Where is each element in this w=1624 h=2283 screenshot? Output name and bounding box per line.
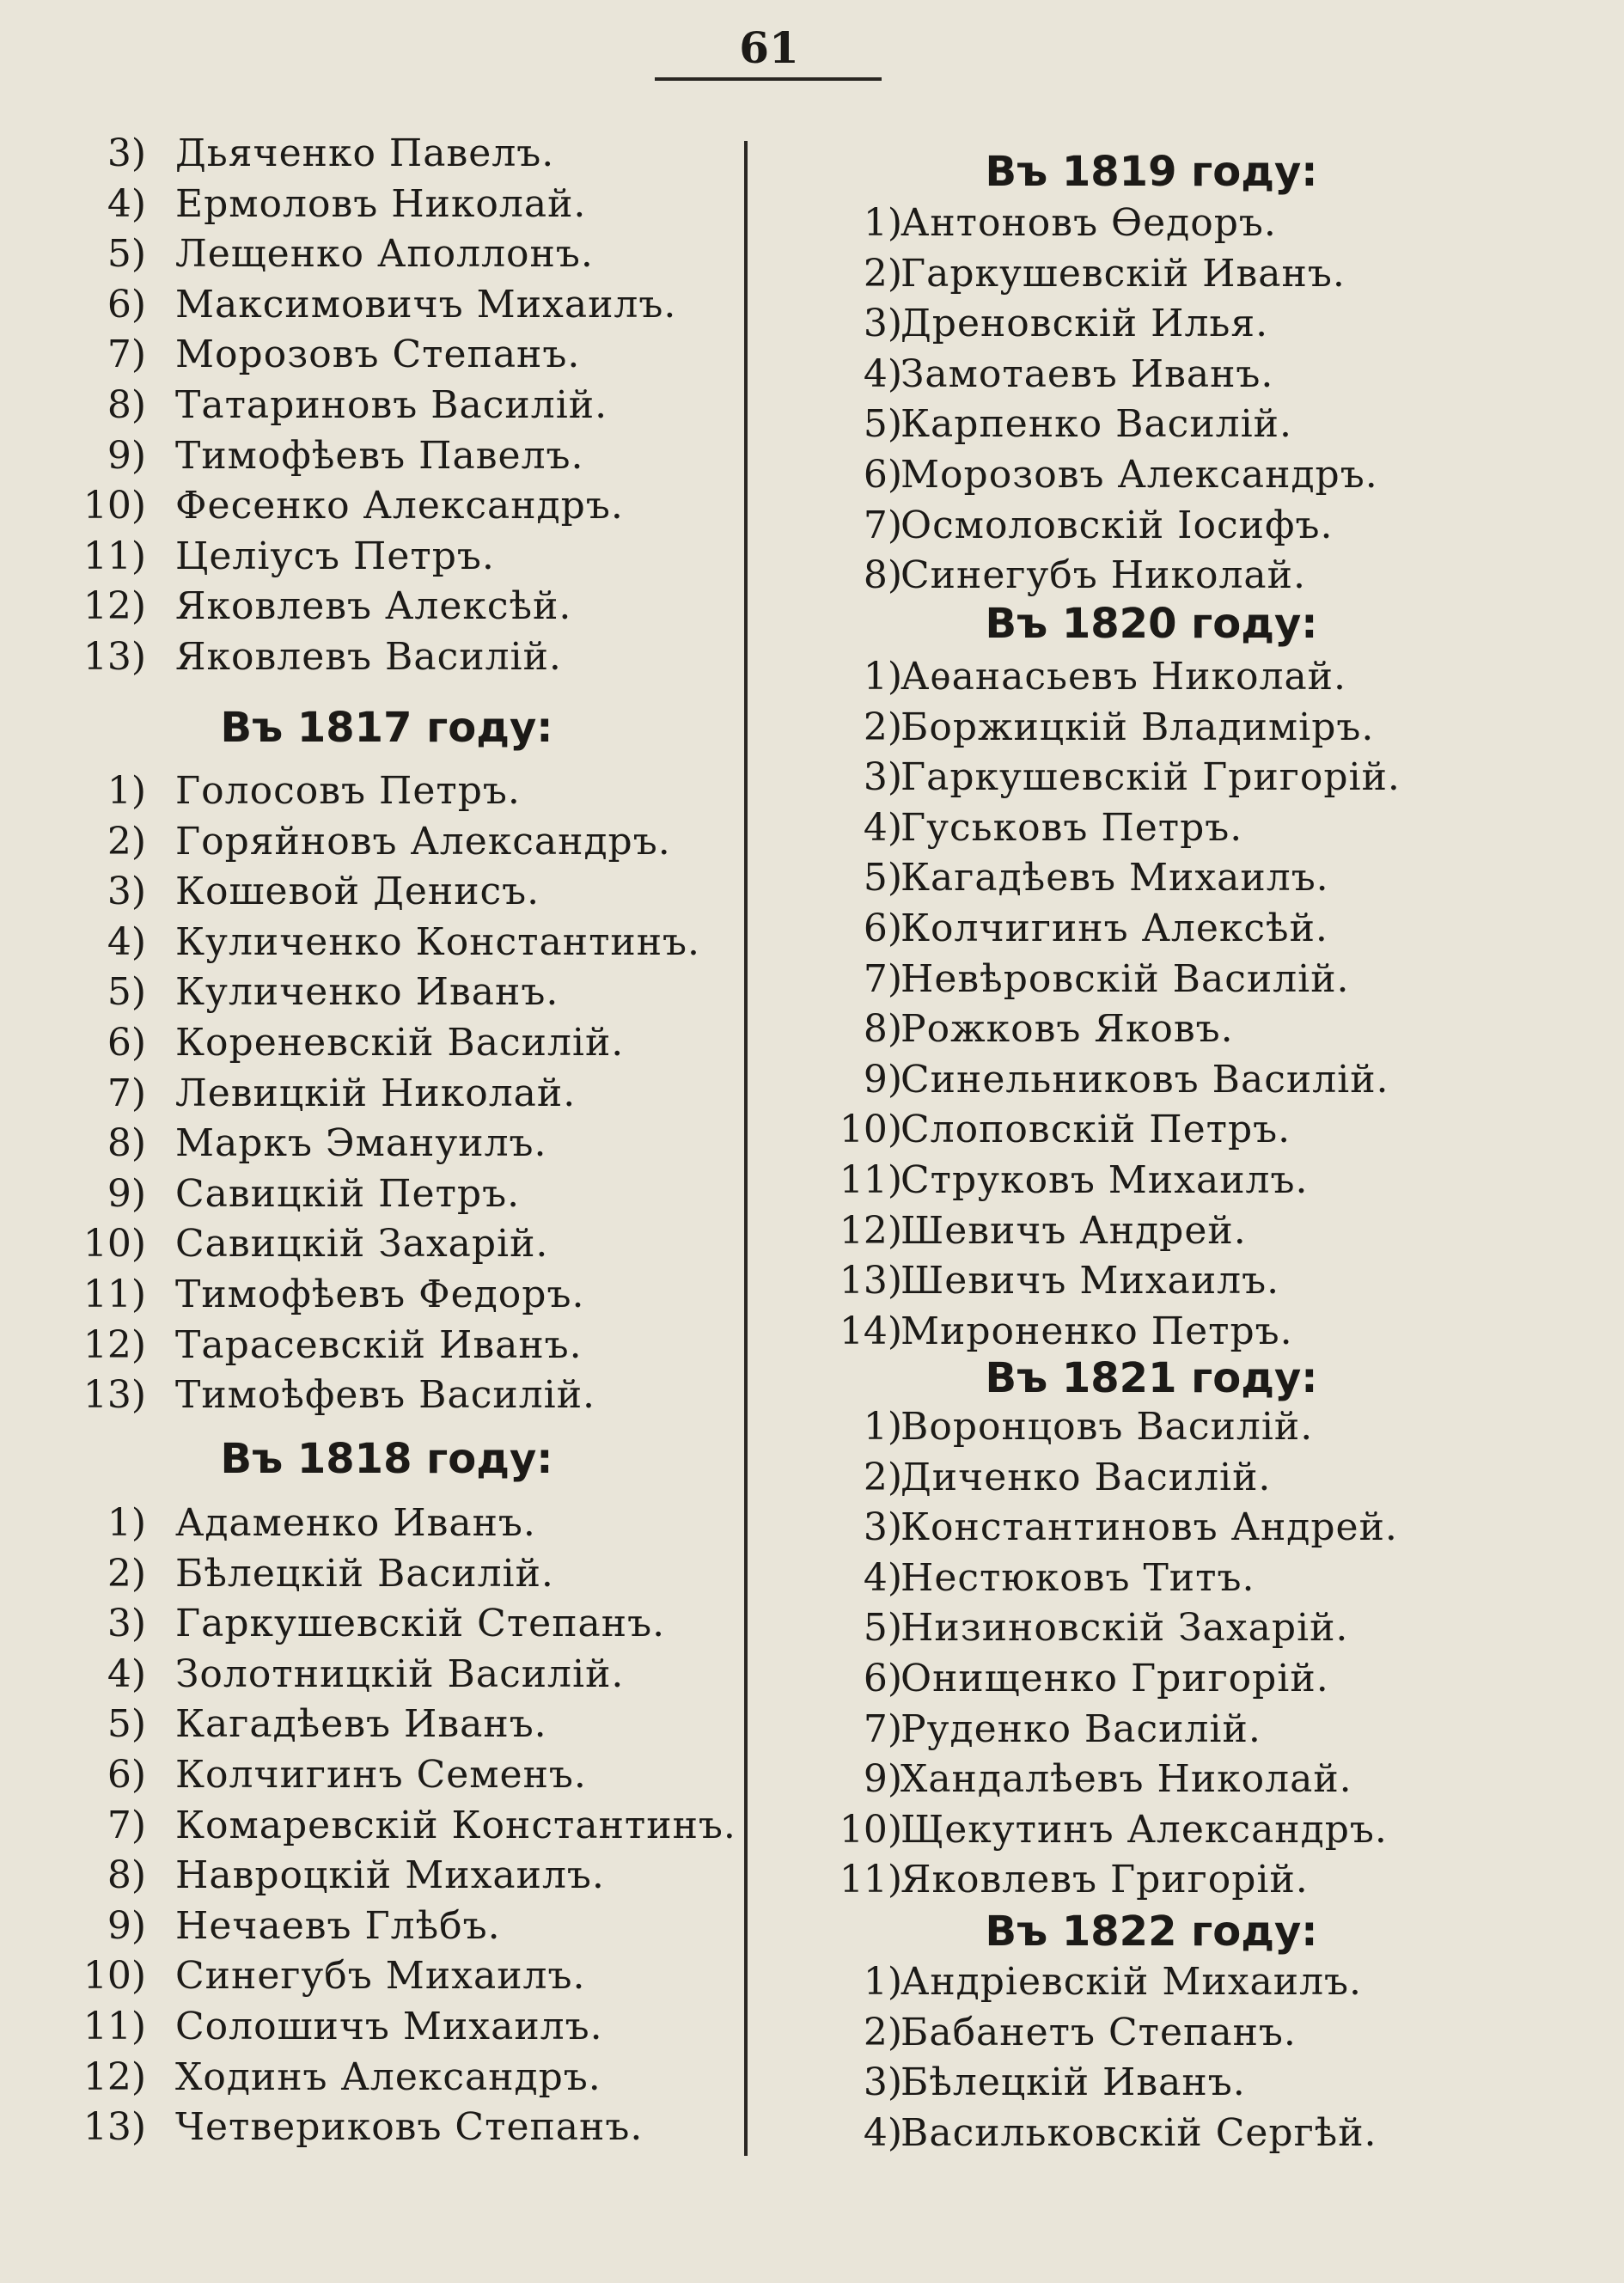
item-number: 1) <box>107 769 146 813</box>
item-number: 13) <box>82 1373 146 1418</box>
item-name: Андріевскій Михаилъ. <box>901 1960 1362 2004</box>
item-number: 12) <box>82 584 146 629</box>
item-number: 8) <box>107 383 146 427</box>
item-name: Гаркушевскій Степанъ. <box>175 1602 666 1646</box>
item-number: 2) <box>107 1551 146 1596</box>
item-number: 10) <box>839 1807 902 1852</box>
item-name: Максимовичъ Михаилъ. <box>175 282 677 327</box>
item-name: Синегубъ Михаилъ. <box>175 1954 586 1999</box>
item-name: Адаменко Иванъ. <box>175 1501 536 1545</box>
header-rule <box>655 77 882 81</box>
item-name: Яковлевъ Григорій. <box>901 1858 1309 1902</box>
item-name: Дреновскій Илья. <box>901 302 1269 346</box>
item-number: 5) <box>863 856 902 900</box>
item-number: 10) <box>82 1954 146 1999</box>
item-number: 4) <box>863 2110 902 2155</box>
item-number: 6) <box>107 1753 146 1797</box>
item-number: 2) <box>863 2010 902 2054</box>
item-number: 3) <box>107 1602 146 1646</box>
item-number: 13) <box>82 635 146 679</box>
item-name: Хандалѣевъ Николай. <box>901 1757 1352 1802</box>
item-name: Руденко Василій. <box>901 1706 1261 1751</box>
item-number: 4) <box>107 181 146 226</box>
item-name: Тимофѣевъ Федоръ. <box>175 1273 585 1316</box>
column-divider <box>744 141 748 2156</box>
item-number: 4) <box>863 805 902 850</box>
item-name: Куличенко Константинъ. <box>175 919 701 964</box>
item-name: Дьяченко Павелъ. <box>175 131 555 175</box>
item-name: Савицкій Петръ. <box>175 1171 521 1216</box>
item-number: 8) <box>107 1121 146 1166</box>
item-number: 4) <box>863 351 902 396</box>
item-number: 7) <box>107 1803 146 1847</box>
item-name: Морозовъ Степанъ. <box>175 333 581 377</box>
item-number: 12) <box>839 1208 902 1253</box>
item-number: 13) <box>839 1259 902 1303</box>
item-number: 10) <box>82 1222 146 1267</box>
item-name: Гуськовъ Петръ. <box>901 805 1243 850</box>
item-name: Карпенко Василій. <box>901 402 1292 447</box>
item-name: Четвериковъ Степанъ. <box>175 2105 644 2150</box>
item-number: 13) <box>82 2105 146 2150</box>
item-number: 6) <box>863 1657 902 1700</box>
item-name: Бѣлецкій Василій. <box>175 1551 554 1596</box>
year-heading: Въ 1818 году: <box>220 1435 553 1483</box>
item-name: Аѳанасьевъ Николай. <box>901 655 1346 699</box>
item-number: 5) <box>863 1606 902 1651</box>
item-name: Кагадѣевъ Михаилъ. <box>901 856 1329 900</box>
item-name: Воронцовъ Василій. <box>901 1405 1314 1449</box>
item-name: Фесенко Александръ. <box>175 484 624 528</box>
item-name: Гаркушевскій Иванъ. <box>901 251 1346 296</box>
item-number: 9) <box>107 433 146 478</box>
item-number: 5) <box>107 232 146 277</box>
item-name: Нестюковъ Титъ. <box>901 1555 1255 1600</box>
item-number: 12) <box>82 1322 146 1367</box>
item-name: Бѣлецкій Иванъ. <box>901 2060 1246 2105</box>
item-number: 11) <box>839 1858 902 1902</box>
item-number: 14) <box>839 1309 902 1353</box>
year-heading: Въ 1820 году: <box>985 600 1318 648</box>
page-number: 61 <box>739 22 799 73</box>
item-number: 5) <box>107 970 146 1015</box>
item-name: Целіусъ Петръ. <box>175 534 495 578</box>
item-name: Васильковскій Сергѣй. <box>901 2110 1377 2155</box>
item-name: Солошичъ Михаилъ. <box>175 2005 603 2048</box>
item-name: Колчигинъ Семенъ. <box>175 1753 587 1797</box>
item-number: 2) <box>863 1455 902 1499</box>
item-name: Савицкій Захарій. <box>175 1222 549 1267</box>
item-name: Шевичъ Андрей. <box>901 1208 1247 1253</box>
item-number: 11) <box>82 534 146 578</box>
item-number: 7) <box>107 333 146 377</box>
item-number: 1) <box>863 1405 902 1449</box>
item-name: Рожковъ Яковъ. <box>901 1007 1234 1052</box>
item-name: Диченко Василій. <box>901 1455 1272 1499</box>
item-name: Замотаевъ Иванъ. <box>901 351 1274 396</box>
item-number: 10) <box>82 484 146 528</box>
item-number: 3) <box>863 2060 902 2105</box>
item-number: 6) <box>107 1021 146 1065</box>
item-name: Ходинъ Александръ. <box>175 2054 601 2099</box>
item-number: 3) <box>107 131 146 175</box>
item-number: 9) <box>863 1057 902 1102</box>
item-name: Щекутинъ Александръ. <box>901 1807 1388 1852</box>
item-name: Яковлевъ Алексѣй. <box>175 584 572 629</box>
item-name: Шевичъ Михаилъ. <box>901 1259 1280 1303</box>
item-number: 6) <box>863 453 902 497</box>
item-number: 4) <box>107 1651 146 1696</box>
item-name: Горяйновъ Александръ. <box>175 819 671 864</box>
item-name: Нечаевъ Глѣбъ. <box>175 1903 501 1948</box>
item-number: 9) <box>107 1903 146 1948</box>
item-name: Куличенко Иванъ. <box>175 970 559 1015</box>
item-name: Кагадѣевъ Иванъ. <box>175 1702 547 1747</box>
item-number: 11) <box>82 1273 146 1316</box>
item-name: Бабанетъ Степанъ. <box>901 2010 1297 2054</box>
item-number: 7) <box>107 1071 146 1115</box>
item-name: Левицкій Николай. <box>175 1071 577 1115</box>
item-number: 5) <box>107 1702 146 1747</box>
item-number: 3) <box>863 302 902 346</box>
year-heading: Въ 1822 году: <box>985 1908 1318 1956</box>
item-number: 11) <box>82 2005 146 2048</box>
year-heading: Въ 1817 году: <box>220 704 553 752</box>
item-name: Морозовъ Александръ. <box>901 453 1378 497</box>
item-name: Комаревскій Константинъ. <box>175 1803 736 1847</box>
item-name: Боржицкій Владиміръ. <box>901 705 1375 749</box>
item-name: Константиновъ Андрей. <box>901 1505 1398 1550</box>
item-number: 4) <box>863 1555 902 1600</box>
item-number: 2) <box>863 705 902 749</box>
item-number: 6) <box>863 906 902 950</box>
item-number: 2) <box>107 819 146 864</box>
year-heading: Въ 1821 году: <box>985 1354 1318 1402</box>
item-number: 8) <box>107 1853 146 1898</box>
item-number: 9) <box>107 1171 146 1216</box>
item-name: Низиновскій Захарій. <box>901 1606 1349 1651</box>
item-number: 3) <box>107 870 146 914</box>
item-name: Слоповскій Петръ. <box>901 1108 1291 1152</box>
item-number: 7) <box>863 503 902 547</box>
item-number: 7) <box>863 956 902 1001</box>
item-name: Маркъ Эмануилъ. <box>175 1121 547 1166</box>
item-number: 1) <box>107 1501 146 1545</box>
item-name: Навроцкій Михаилъ. <box>175 1853 605 1898</box>
item-name: Голосовъ Петръ. <box>175 769 521 813</box>
item-number: 10) <box>839 1108 902 1152</box>
item-name: Тарасевскій Иванъ. <box>175 1322 583 1367</box>
item-name: Невѣровскій Василій. <box>901 956 1350 1001</box>
item-number: 3) <box>863 755 902 800</box>
item-number: 7) <box>863 1706 902 1751</box>
year-heading: Въ 1819 году: <box>985 148 1318 196</box>
item-name: Гаркушевскій Григорій. <box>901 755 1401 800</box>
item-number: 8) <box>863 553 902 598</box>
item-name: Яковлевъ Василій. <box>175 635 562 679</box>
item-number: 4) <box>107 919 146 964</box>
item-number: 1) <box>863 201 902 245</box>
item-name: Лещенко Аполлонъ. <box>175 232 594 277</box>
item-name: Кошевой Денисъ. <box>175 870 540 914</box>
item-name: Осмоловскій Іосифъ. <box>901 503 1334 547</box>
item-name: Тимофѣевъ Павелъ. <box>175 433 584 478</box>
item-number: 1) <box>863 655 902 699</box>
item-name: Антоновъ Өедоръ. <box>901 201 1277 245</box>
item-name: Колчигинъ Алексѣй. <box>901 906 1328 950</box>
item-number: 12) <box>82 2054 146 2099</box>
item-name: Струковъ Михаилъ. <box>901 1158 1309 1202</box>
item-number: 2) <box>863 251 902 296</box>
item-name: Синельниковъ Василій. <box>901 1057 1389 1102</box>
item-number: 1) <box>863 1960 902 2004</box>
item-number: 5) <box>863 402 902 447</box>
item-name: Тимоѣфевъ Василій. <box>175 1373 596 1418</box>
item-name: Онищенко Григорій. <box>901 1657 1329 1700</box>
item-number: 6) <box>107 282 146 327</box>
item-name: Татариновъ Василій. <box>175 383 608 427</box>
item-number: 9) <box>863 1757 902 1802</box>
item-name: Золотницкій Василій. <box>175 1651 625 1696</box>
item-number: 8) <box>863 1007 902 1052</box>
item-number: 3) <box>863 1505 902 1550</box>
item-name: Мироненко Петръ. <box>901 1309 1293 1353</box>
item-name: Синегубъ Николай. <box>901 553 1306 598</box>
item-name: Ермоловъ Николай. <box>175 181 587 226</box>
item-number: 11) <box>839 1158 902 1202</box>
item-name: Кореневскій Василій. <box>175 1021 625 1065</box>
